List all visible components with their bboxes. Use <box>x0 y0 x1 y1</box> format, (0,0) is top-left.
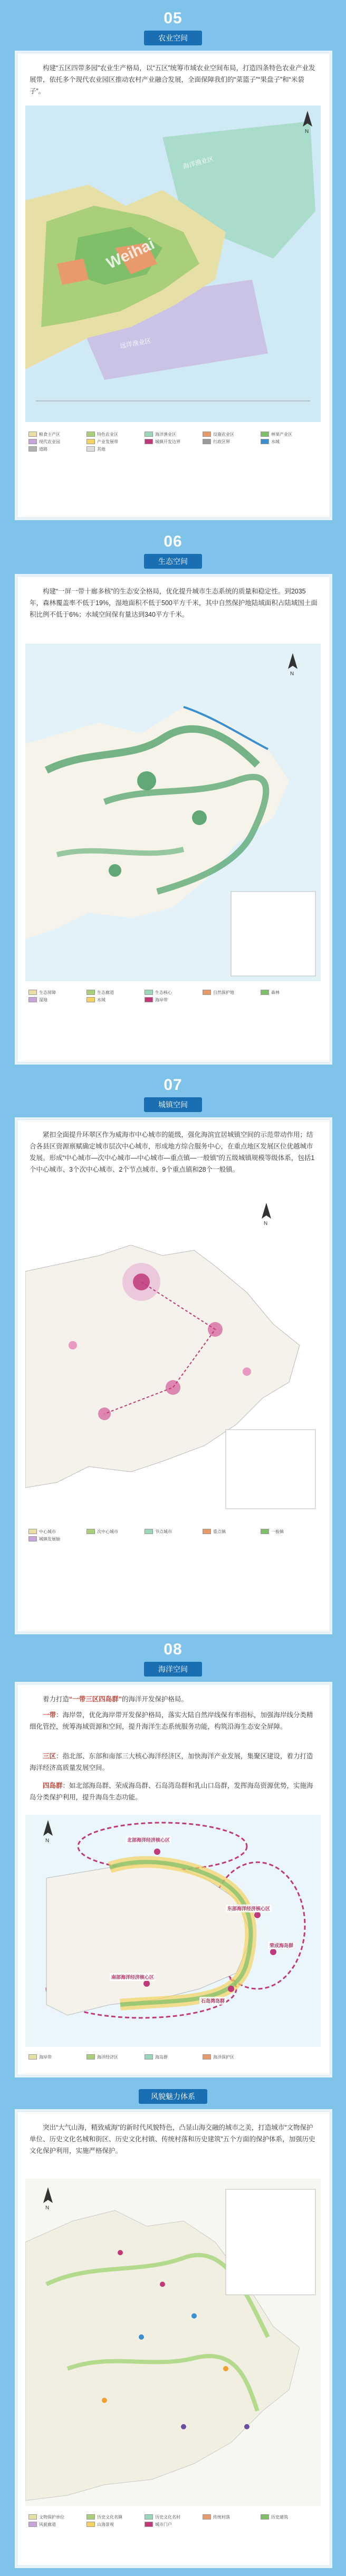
legend-item <box>28 1528 86 1535</box>
legend-label: 海洋保护区 <box>213 2054 234 2060</box>
legend-item <box>203 989 261 996</box>
section-08-paragraph-2 <box>30 1709 319 1732</box>
section-05-label: 农业空间 <box>144 31 202 45</box>
legend-item <box>28 2521 86 2528</box>
legend-item <box>145 996 203 1003</box>
legend-label: 林果产业区 <box>271 432 292 437</box>
legend-label: 次中心城市 <box>97 1529 118 1534</box>
legend-item <box>86 438 145 445</box>
legend-swatch <box>28 997 37 1002</box>
landscape-legend <box>25 2510 327 2564</box>
urban-legend <box>25 1525 327 1584</box>
legend-swatch <box>261 439 269 444</box>
legend-label: 海岸带 <box>39 2054 52 2060</box>
legend-swatch <box>86 2514 95 2520</box>
legend-item <box>261 1528 319 1535</box>
legend-swatch <box>145 2054 153 2060</box>
legend-item <box>86 430 145 438</box>
legend-swatch <box>86 2522 95 2527</box>
section-05-number: 05 <box>164 9 182 27</box>
ocean-label-east: 东部海洋经济核心区 <box>226 1904 272 1912</box>
legend-label: 城市门户 <box>155 2522 172 2527</box>
legend-item <box>86 2521 145 2528</box>
legend-swatch <box>28 1536 37 1541</box>
section-06-label: 生态空间 <box>144 554 202 569</box>
legend-label: 自然保护地 <box>213 990 234 995</box>
section-08-paragraph-3 <box>30 1750 319 1774</box>
legend-swatch <box>145 997 153 1002</box>
p2-prefix: 一带 <box>43 1711 56 1719</box>
agriculture-legend <box>25 427 327 513</box>
legend-swatch <box>203 990 211 995</box>
section-08-paragraph-1 <box>30 1693 319 1705</box>
legend-label: 粮食主产区 <box>39 432 60 437</box>
north-arrow-icon <box>260 1203 273 1226</box>
legend-swatch <box>145 990 153 995</box>
legend-label: 历史文化名村 <box>155 2514 180 2520</box>
section-06-paragraph: 构建“一屏一带十廊多核”的生态安全格局，优化提升城市生态系统的质量和稳定性。到2035年，森林覆盖率不低于19%，湿地面积不低于500平方千米，其中自然保护地陆域面积占陆域国土面积比例不低于6%；水域空间保有量达到340平方千米。 <box>30 588 318 618</box>
section-08-paragraph-4 <box>30 1780 319 1803</box>
legend-item <box>86 989 145 996</box>
ecology-map-graphic <box>25 644 321 981</box>
legend-label: 生态廊道 <box>97 990 114 995</box>
p4-rest: ：如北部海岛群、荣成海岛群、石岛湾岛群和乳山口岛群，发挥海岛资源优势，实施海岛分类保护利用，提升海岛生态功能。 <box>30 1782 313 1801</box>
svg-text:N: N <box>264 1221 268 1226</box>
legend-swatch <box>145 439 153 444</box>
legend-label: 生态核心 <box>155 990 172 995</box>
section-07-paragraph: 紧扣全面提升环翠区作为威海市中心城市的能级，强化海滨宜居城镇空间的示范带动作用；结合各县区资源禀赋确定城市层次中心城市，形成地方综合服务中心，在重点地区发展区位优越城市发展。形成“中心城市—次中心城市—中心城市—重点镇—一般镇”的五级城镇规模等级体系，包括1个中心城市、3个次中心城市、2个节点城市、9个重点镇和28个一般镇。 <box>30 1131 315 1173</box>
agriculture-map-graphic <box>25 106 321 422</box>
legend-swatch <box>86 1529 95 1534</box>
legend-label: 行政区界 <box>213 439 230 444</box>
legend-item <box>28 445 86 453</box>
ecology-legend <box>25 985 327 1055</box>
legend-item <box>145 989 203 996</box>
legend-item <box>203 430 261 438</box>
legend-label: 生态屏障 <box>39 990 56 995</box>
legend-swatch <box>28 1529 37 1534</box>
legend-label: 山海景观 <box>97 2522 114 2527</box>
legend-swatch <box>203 2054 211 2060</box>
landscape-map <box>25 2179 321 2506</box>
section-08-label: 海洋空间 <box>144 1662 202 1677</box>
legend-label: 海岸带 <box>155 997 168 1002</box>
legend-label: 风貌廊道 <box>39 2522 56 2527</box>
p2-rest: ：海岸带，优化海岸带开发保护格局，落实大陆自然岸线保有率指标，加强海岸线分类精细化管控，统筹海域资源和空间，提升海洋生态系统服务功能，构筑沿海生态安全屏障。 <box>30 1711 313 1730</box>
legend-swatch <box>86 2054 95 2060</box>
legend-label: 海洋经济区 <box>97 2054 118 2060</box>
legend-swatch <box>28 439 37 444</box>
legend-item <box>28 1535 86 1543</box>
p1-highlight: “一带三区四岛群” <box>69 1696 122 1703</box>
legend-item <box>28 989 86 996</box>
legend-item <box>145 1528 203 1535</box>
legend-label: 历史文化名镇 <box>97 2514 122 2520</box>
section-09-label: 风貌魅力体系 <box>139 2089 207 2104</box>
legend-swatch <box>28 990 37 995</box>
svg-text:远洋渔业区: 远洋渔业区 <box>119 337 152 350</box>
north-arrow-icon <box>41 1820 55 1843</box>
legend-swatch <box>203 2514 211 2520</box>
legend-item <box>203 2053 261 2061</box>
legend-item <box>145 430 203 438</box>
legend-label: 森林 <box>271 990 280 995</box>
legend-item <box>203 438 261 445</box>
legend-label: 重点镇 <box>213 1529 226 1534</box>
ocean-map-graphic <box>25 1815 321 2047</box>
urban-map-graphic <box>25 1198 321 1514</box>
urban-map <box>25 1198 321 1514</box>
ocean-legend <box>25 2050 327 2074</box>
legend-item <box>145 2053 203 2061</box>
ocean-label-south: 南部海洋经济核心区 <box>110 1973 156 1981</box>
legend-label: 道路 <box>39 446 47 452</box>
svg-text:N: N <box>45 1838 50 1843</box>
legend-label: 节点城市 <box>155 1529 172 1534</box>
legend-swatch <box>261 2514 269 2520</box>
section-05-paragraph: 构建“五区四带多园”农业生产格局，以“五区”统筹市域农业空间布局，打造四条特色农业产业发展带，依托多个现代农业园区推动农村产业融合发展，全面保障我们的“菜篮子”“果盘子”和“米袋子”。 <box>30 64 315 95</box>
north-arrow-icon <box>41 2187 55 2210</box>
legend-item <box>86 2513 145 2521</box>
legend-label: 特色农业区 <box>97 432 118 437</box>
legend-swatch <box>203 1529 211 1534</box>
ocean-label-north: 北部海洋经济核心区 <box>126 1836 171 1844</box>
legend-label: 海洋渔业区 <box>155 432 176 437</box>
legend-item <box>145 2521 203 2528</box>
legend-item <box>203 2513 261 2521</box>
legend-label: 历史建筑 <box>271 2514 288 2520</box>
landscape-map-graphic <box>25 2179 321 2506</box>
legend-label: 其他 <box>97 446 105 452</box>
legend-item <box>261 989 319 996</box>
legend-swatch <box>203 432 211 437</box>
legend-swatch <box>86 439 95 444</box>
legend-swatch <box>86 990 95 995</box>
legend-item <box>28 2513 86 2521</box>
legend-label: 中心城市 <box>39 1529 56 1534</box>
section-08-number: 08 <box>164 1641 182 1658</box>
legend-item <box>86 1528 145 1535</box>
legend-label: 文物保护单位 <box>39 2514 64 2520</box>
section-07-label: 城镇空间 <box>144 1097 202 1112</box>
legend-swatch <box>145 2522 153 2527</box>
p3-rest: ：指北部、东部和南部三大核心海洋经济区，加快海洋产业发展，集聚区建设，着力打造海洋经济高质量发展空间。 <box>30 1753 313 1771</box>
legend-swatch <box>28 2054 37 2060</box>
legend-label: 现代农业园 <box>39 439 60 444</box>
svg-text:海洋渔业区: 海洋渔业区 <box>182 155 215 170</box>
north-arrow-icon <box>301 111 314 134</box>
legend-label: 水域 <box>97 997 105 1002</box>
legend-item <box>145 2513 203 2521</box>
section-07-number: 07 <box>164 1076 182 1094</box>
legend-swatch <box>145 432 153 437</box>
svg-text:N: N <box>45 2205 50 2210</box>
legend-label: 城镇发展轴 <box>39 1536 60 1541</box>
legend-item <box>203 1528 261 1535</box>
section-09-paragraph: 突出“大气山海，精致威海”的新时代风貌特色，凸显山海交融的城市之美，打造城市“文物保护单位、历史文化名城和街区、历史文化村镇、传统村落和历史建筑”五个方面的保护体系，加强历史文化保护利用，实施严格保护。 <box>30 2124 315 2154</box>
legend-swatch <box>28 2514 37 2520</box>
legend-item <box>261 430 319 438</box>
legend-swatch <box>86 446 95 452</box>
ocean-map <box>25 1815 321 2047</box>
legend-item <box>261 2513 319 2521</box>
legend-swatch <box>86 432 95 437</box>
legend-swatch <box>203 439 211 444</box>
legend-label: 湿地 <box>39 997 47 1002</box>
legend-swatch <box>86 997 95 1002</box>
legend-item <box>28 996 86 1003</box>
legend-item <box>28 430 86 438</box>
legend-item <box>145 438 203 445</box>
p1-suffix: 的海洋开发保护格局。 <box>122 1696 188 1703</box>
svg-text:N: N <box>290 671 294 676</box>
ocean-label-rongcheng: 荣成海岛群 <box>268 1941 295 1949</box>
legend-label: 传统村落 <box>213 2514 230 2520</box>
legend-swatch <box>261 432 269 437</box>
section-06-number: 06 <box>164 533 182 550</box>
legend-item <box>28 2053 86 2061</box>
legend-label: 海岛群 <box>155 2054 168 2060</box>
legend-label: 城镇开发边界 <box>155 439 180 444</box>
legend-label: 设施农业区 <box>213 432 234 437</box>
svg-text:Weihai: Weihai <box>104 235 158 273</box>
legend-swatch <box>261 990 269 995</box>
ocean-label-shidaowan: 石岛湾岛群 <box>199 1997 226 2005</box>
legend-label: 产业发展带 <box>97 439 118 444</box>
north-arrow-icon <box>286 653 300 676</box>
p4-prefix: 四岛群 <box>43 1782 63 1789</box>
legend-swatch <box>28 432 37 437</box>
ecology-map <box>25 644 321 981</box>
legend-swatch <box>261 1529 269 1534</box>
svg-text:N: N <box>305 129 309 134</box>
legend-swatch <box>28 2522 37 2527</box>
legend-swatch <box>145 1529 153 1534</box>
legend-swatch <box>145 2514 153 2520</box>
legend-item <box>86 2053 145 2061</box>
legend-item <box>86 996 145 1003</box>
legend-item <box>261 438 319 445</box>
legend-label: 水域 <box>271 439 280 444</box>
p3-prefix: 三区 <box>43 1753 56 1760</box>
legend-item <box>28 438 86 445</box>
agriculture-map <box>25 106 321 422</box>
legend-label: 一般镇 <box>271 1529 284 1534</box>
legend-item <box>86 445 145 453</box>
p1-prefix: 着力打造 <box>43 1696 70 1703</box>
legend-swatch <box>28 446 37 452</box>
